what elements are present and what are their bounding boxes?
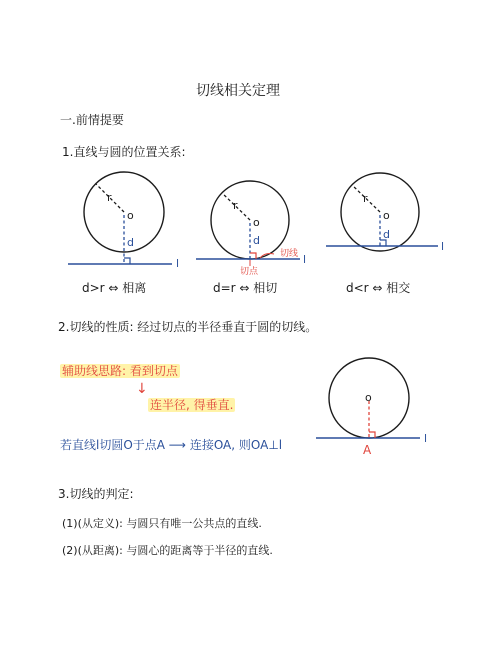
caption-intersect: d<r ⇔ 相交 xyxy=(346,281,411,295)
caption-tangent: d=r ⇔ 相切 xyxy=(213,281,278,295)
criterion-distance: (2)(从距离): 与圆心的距离等于半径的直线. xyxy=(62,544,273,557)
label-l-4: l xyxy=(424,432,428,445)
caption-separate: d>r ⇔ 相离 xyxy=(82,281,147,295)
label-tangent-point: 切点 xyxy=(240,267,259,277)
label-r-3: r xyxy=(363,192,368,205)
label-d-1: d xyxy=(127,236,134,249)
label-point-a: A xyxy=(363,443,372,457)
label-tangent-line: 切线 xyxy=(280,249,299,259)
label-d-2: d xyxy=(253,234,260,247)
right-angle-separate xyxy=(124,258,130,264)
label-l-1: l xyxy=(176,257,180,270)
section1-subheading: 1.直线与圆的位置关系: xyxy=(62,145,186,159)
label-o-3: o xyxy=(383,209,390,222)
tip-line-2: 连半径, 得垂直. xyxy=(150,398,234,412)
section2-heading: 2.切线的性质: 经过切点的半径垂直于圆的切线。 xyxy=(58,320,318,334)
section1-heading: 一.前情提要 xyxy=(60,113,124,127)
page-title: 切线相关定理 xyxy=(196,83,280,99)
label-l-2: l xyxy=(303,253,307,266)
tangent-statement: 若直线l切圆O于点A ⟶ 连接OA, 则OA⊥l xyxy=(60,438,283,452)
section3-heading: 3.切线的判定: xyxy=(58,487,134,501)
tip-line-1: 辅助线思路: 看到切点 xyxy=(62,364,178,378)
tip-arrow: ↓ xyxy=(136,381,148,397)
label-l-3: l xyxy=(441,240,445,253)
label-o-4: o xyxy=(365,391,372,404)
label-o-2: o xyxy=(253,216,260,229)
label-o-1: o xyxy=(127,209,134,222)
label-r-2: r xyxy=(233,199,238,212)
label-d-3: d xyxy=(383,228,390,241)
label-r-1: r xyxy=(107,191,112,204)
criterion-definition: (1)(从定义): 与圆只有唯一公共点的直线. xyxy=(62,517,262,530)
